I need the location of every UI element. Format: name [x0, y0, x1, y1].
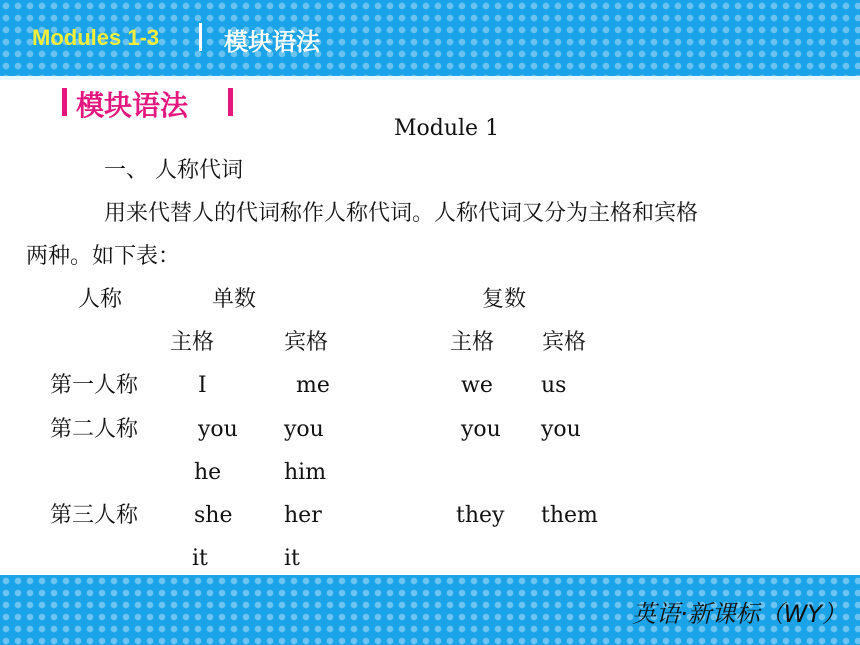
row-third-subj-she: she — [194, 503, 233, 528]
table-header-person: 人称 — [78, 287, 123, 312]
row-third-subj-he: he — [194, 460, 222, 485]
row-third-obj-she: her — [284, 503, 322, 528]
header-title: 模块语法 — [224, 28, 320, 56]
row-third-subj-plural: they — [456, 503, 505, 528]
row-second-subj: you — [198, 417, 238, 442]
row-second-subj-plural: you — [461, 417, 501, 442]
module-tag: Modules 1-3 — [32, 25, 160, 50]
row-third-subj-it: it — [192, 546, 208, 571]
row-second-label: 第二人称 — [50, 417, 139, 442]
table-header-obj-plural: 宾格 — [542, 330, 587, 355]
row-third-obj-he: him — [284, 460, 327, 485]
row-third-obj-it: it — [284, 546, 300, 571]
definition-line-1: 用来代替人的代词称作人称代词。人称代词又分为主格和宾格 — [104, 201, 699, 226]
section-title: 模块语法 — [76, 89, 189, 122]
table-header-subj-plural: 主格 — [450, 330, 495, 355]
table-header-obj-singular: 宾格 — [284, 330, 329, 355]
header-separator — [199, 23, 202, 51]
row-third-obj-plural: them — [541, 503, 598, 528]
table-header-singular: 单数 — [212, 287, 257, 312]
definition-line-2: 两种。如下表： — [26, 244, 181, 269]
row-first-obj-plural: us — [541, 373, 567, 398]
row-first-obj: me — [296, 373, 330, 398]
footer-course-label: 英语·新课标（WY） — [631, 600, 846, 628]
row-second-obj: you — [284, 417, 324, 442]
row-first-label: 第一人称 — [50, 373, 139, 398]
point-heading: 一、 人称代词 — [104, 158, 243, 183]
table-header-subj-singular: 主格 — [170, 330, 215, 355]
row-first-subj: I — [198, 373, 207, 398]
header-divider — [0, 76, 860, 80]
row-first-subj-plural: we — [461, 373, 493, 398]
module-heading: Module 1 — [394, 116, 500, 141]
table-header-plural: 复数 — [482, 287, 527, 312]
section-bar-left — [62, 88, 67, 116]
section-bar-right — [228, 88, 233, 116]
row-second-obj-plural: you — [541, 417, 581, 442]
row-third-label: 第三人称 — [50, 503, 139, 528]
